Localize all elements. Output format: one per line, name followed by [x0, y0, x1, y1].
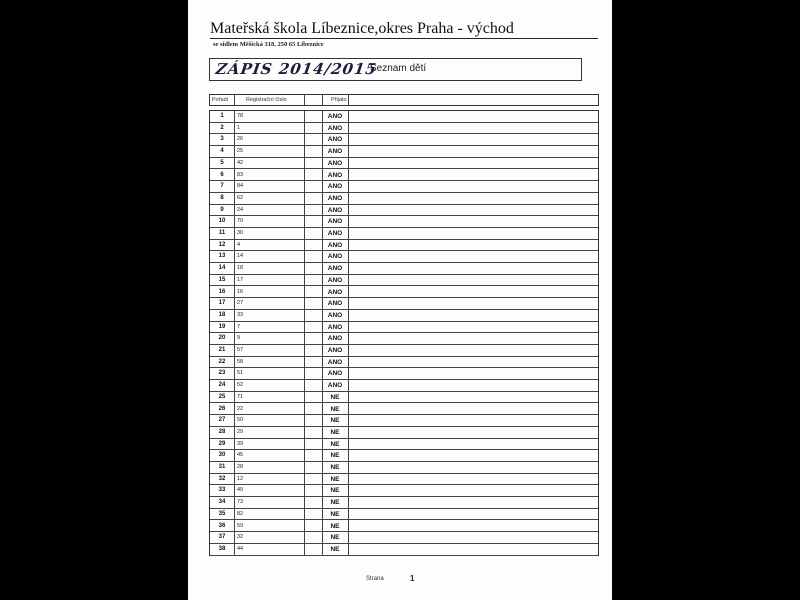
- list-title: Seznam dětí: [370, 63, 427, 74]
- row-accepted: ANO: [327, 323, 343, 331]
- table-row: [210, 228, 598, 240]
- row-accepted: ANO: [327, 335, 343, 343]
- row-registration-number: 33: [237, 311, 244, 318]
- table-row: [210, 521, 598, 533]
- table-row: [210, 287, 598, 299]
- row-registration-number: 1: [237, 124, 241, 131]
- row-accepted: ANO: [327, 347, 343, 354]
- school-title: Mateřská škola Líbeznice,okres Praha - východ: [210, 20, 514, 37]
- row-order: 35: [218, 510, 226, 517]
- row-order: 16: [218, 288, 226, 295]
- row-registration-number: 71: [237, 393, 244, 400]
- table-row: [210, 216, 598, 228]
- row-accepted: ANO: [327, 148, 343, 156]
- row-accepted: ANO: [327, 276, 343, 284]
- table-row: [210, 263, 598, 275]
- table-row: [210, 380, 598, 392]
- row-order: 34: [218, 499, 226, 506]
- row-order: 11: [218, 230, 226, 236]
- row-order: 23: [218, 370, 226, 377]
- row-accepted: NE: [330, 417, 340, 425]
- row-registration-number: 84: [237, 183, 244, 190]
- row-accepted: NE: [330, 510, 340, 518]
- row-order: 33: [218, 487, 226, 494]
- row-accepted: NE: [330, 475, 340, 483]
- row-order: 9: [220, 206, 224, 213]
- table-row: [210, 357, 598, 369]
- table-row: [210, 111, 598, 123]
- table-row: [210, 462, 598, 474]
- table-row: [210, 392, 598, 404]
- row-order: 18: [218, 311, 226, 318]
- table-row: [210, 170, 598, 182]
- row-order: 37: [218, 534, 226, 541]
- row-registration-number: 51: [237, 370, 244, 377]
- column-divider: [234, 95, 235, 105]
- column-divider: [348, 95, 349, 105]
- row-registration-number: 42: [237, 159, 244, 166]
- row-order: 19: [218, 323, 226, 330]
- header-order: Pořadí: [212, 97, 229, 103]
- row-registration-number: 9: [237, 335, 241, 342]
- row-accepted: NE: [330, 393, 340, 401]
- row-order: 27: [218, 417, 226, 424]
- row-registration-number: 4: [237, 241, 241, 248]
- row-order: 30: [218, 452, 226, 459]
- row-order: 5: [220, 159, 224, 166]
- row-order: 32: [218, 475, 226, 482]
- row-registration-number: 24: [237, 206, 244, 213]
- row-registration-number: 62: [237, 194, 244, 201]
- row-registration-number: 12: [237, 475, 244, 482]
- handwritten-note: ZÁPIS 2014/2015: [214, 60, 379, 78]
- row-accepted: ANO: [327, 230, 343, 237]
- header-registration: Registrační číslo: [246, 97, 287, 103]
- table-row: [210, 333, 598, 345]
- row-registration-number: 32: [237, 534, 244, 541]
- row-accepted: ANO: [327, 136, 343, 144]
- row-order: 8: [220, 194, 224, 201]
- row-registration-number: 26: [237, 136, 244, 143]
- page-label: Strana: [366, 576, 384, 582]
- row-registration-number: 22: [237, 405, 244, 412]
- row-registration-number: 29: [237, 428, 244, 435]
- row-registration-number: 83: [237, 171, 244, 178]
- row-registration-number: 59: [237, 522, 244, 529]
- row-accepted: ANO: [327, 194, 343, 202]
- header-accepted: Přijato: [331, 97, 347, 103]
- row-registration-number: 17: [237, 276, 244, 283]
- row-accepted: ANO: [327, 159, 343, 167]
- row-accepted: NE: [330, 499, 340, 507]
- row-accepted: NE: [330, 487, 340, 495]
- table-row: [210, 497, 598, 509]
- row-registration-number: 7: [237, 323, 241, 330]
- row-registration-number: 27: [237, 300, 244, 307]
- row-accepted: ANO: [327, 288, 343, 296]
- table-row: [210, 146, 598, 158]
- row-accepted: ANO: [327, 253, 343, 261]
- row-order: 25: [218, 393, 226, 400]
- row-registration-number: 73: [237, 499, 244, 506]
- table-row: [210, 368, 598, 380]
- row-registration-number: 78: [237, 113, 244, 119]
- row-accepted: NE: [330, 522, 340, 530]
- row-registration-number: 30: [237, 230, 244, 236]
- row-registration-number: 45: [237, 452, 244, 459]
- row-order: 13: [218, 253, 226, 260]
- row-registration-number: 58: [237, 358, 244, 365]
- table-row: [210, 509, 598, 521]
- row-registration-number: 18: [237, 265, 244, 272]
- row-order: 38: [218, 545, 226, 552]
- row-accepted: ANO: [327, 183, 343, 191]
- table-row: [210, 240, 598, 252]
- row-order: 21: [218, 347, 226, 353]
- row-accepted: ANO: [327, 171, 343, 179]
- row-order: 14: [218, 265, 226, 272]
- row-order: 1: [220, 113, 224, 119]
- table-row: [210, 298, 598, 310]
- row-accepted: ANO: [327, 265, 343, 273]
- row-order: 4: [220, 148, 224, 155]
- column-divider: [304, 95, 305, 105]
- table-row: [210, 181, 598, 193]
- row-order: 10: [218, 218, 226, 225]
- table-row: [210, 450, 598, 462]
- table-row: [210, 310, 598, 322]
- row-registration-number: 57: [237, 347, 244, 353]
- row-order: 24: [218, 382, 226, 389]
- table-row: [210, 193, 598, 205]
- table-row: [210, 415, 598, 427]
- row-order: 31: [218, 464, 226, 470]
- table-row: [210, 251, 598, 263]
- row-order: 12: [218, 241, 226, 248]
- list-heading-box: [209, 58, 582, 81]
- row-registration-number: 52: [237, 382, 244, 389]
- row-accepted: NE: [330, 464, 340, 471]
- row-registration-number: 28: [237, 464, 244, 470]
- row-accepted: ANO: [327, 241, 343, 249]
- table-row: [210, 427, 598, 439]
- table-row: [210, 134, 598, 146]
- row-order: 2: [220, 124, 224, 131]
- row-registration-number: 82: [237, 510, 244, 517]
- row-accepted: ANO: [327, 124, 343, 132]
- row-registration-number: 50: [237, 417, 244, 424]
- row-accepted: NE: [330, 452, 340, 460]
- row-registration-number: 25: [237, 148, 244, 155]
- column-divider: [322, 95, 323, 105]
- row-registration-number: 14: [237, 253, 244, 260]
- row-accepted: NE: [330, 440, 340, 448]
- row-order: 26: [218, 405, 226, 412]
- table-row: [210, 322, 598, 334]
- table-row: [210, 158, 598, 170]
- table-row: [210, 532, 598, 544]
- row-accepted: ANO: [327, 311, 343, 319]
- row-accepted: NE: [330, 428, 340, 436]
- row-order: 20: [218, 335, 226, 342]
- table-row: [210, 474, 598, 486]
- row-registration-number: 39: [237, 440, 244, 447]
- title-divider: [210, 38, 598, 39]
- row-accepted: ANO: [327, 300, 343, 308]
- row-registration-number: 70: [237, 218, 244, 225]
- row-registration-number: 49: [237, 487, 244, 494]
- row-order: 6: [220, 171, 224, 178]
- row-accepted: NE: [330, 405, 340, 413]
- row-accepted: ANO: [327, 358, 343, 366]
- table-row: [210, 205, 598, 217]
- row-order: 29: [218, 440, 226, 447]
- row-order: 7: [220, 183, 224, 190]
- row-order: 15: [218, 276, 226, 283]
- table-row: [210, 123, 598, 135]
- row-registration-number: 16: [237, 288, 244, 295]
- row-order: 3: [220, 136, 224, 143]
- row-order: 17: [218, 300, 226, 307]
- table-row: [210, 345, 598, 357]
- children-table: [209, 110, 599, 556]
- row-registration-number: 44: [237, 545, 244, 552]
- row-accepted: ANO: [327, 370, 343, 378]
- table-row: [210, 439, 598, 451]
- page-number: 1: [410, 574, 415, 583]
- row-accepted: ANO: [327, 218, 343, 226]
- row-order: 28: [218, 428, 226, 435]
- table-row: [210, 544, 598, 556]
- table-row: [210, 404, 598, 416]
- document-page: [188, 0, 612, 600]
- row-accepted: ANO: [327, 382, 343, 390]
- row-order: 22: [218, 358, 226, 365]
- row-accepted: ANO: [327, 206, 343, 214]
- table-row: [210, 485, 598, 497]
- row-accepted: NE: [330, 545, 340, 553]
- row-accepted: NE: [330, 534, 340, 542]
- school-address: se sídlem Měšická 318, 250 65 Líbeznice: [213, 41, 324, 48]
- row-order: 36: [218, 522, 226, 529]
- row-accepted: ANO: [327, 113, 343, 120]
- table-header: [209, 94, 599, 106]
- table-row: [210, 275, 598, 287]
